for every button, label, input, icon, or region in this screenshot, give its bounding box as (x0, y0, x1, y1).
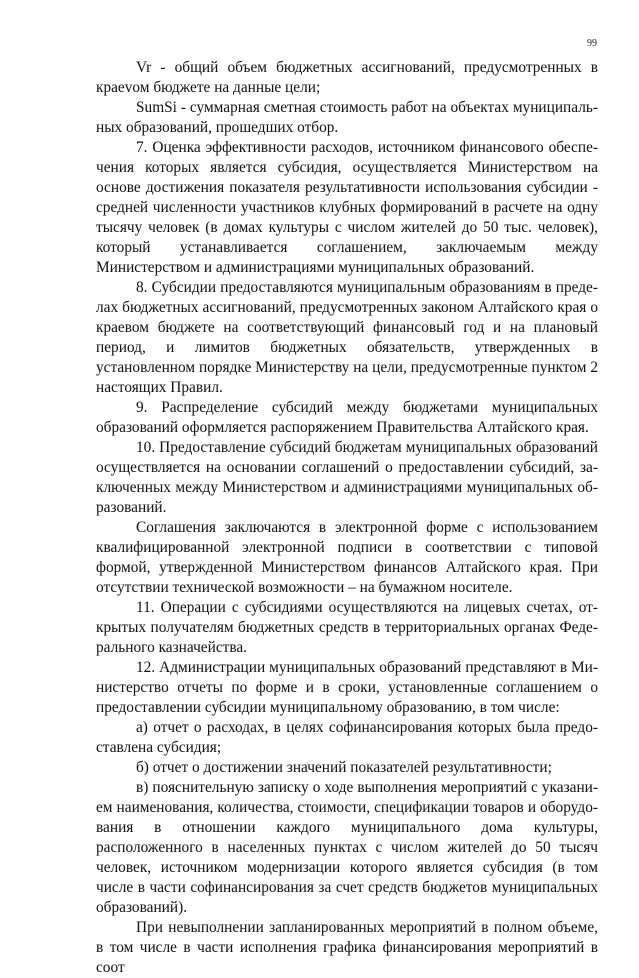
document-body (96, 58, 598, 978)
list-item-a: а) отчет о расходах, в целях софинансирования которых была предоставлена субсидия; (96, 719, 598, 756)
paragraph-10-agreements: 10. Предоставление субсидий бюджетам муниципальных образований осуществляется на основании соглашений о предоставлении субсидий, заключенных между Министерством и администрациями муниципальных образований. (96, 439, 598, 516)
page-number: 99 (587, 38, 597, 49)
paragraph-12-reports: 12. Администрации муниципальных образований представляют в Министерство отчеты по форме и в сроки, установленные соглашением о предоставлении субсидии муниципальному образованию, в том числе: (96, 659, 598, 716)
paragraph-electronic-form: Соглашения заключаются в электронной форме с использованием квалифицированной электронной подписи в соответствии с типовой формой, утвержденной Министерством финансов Алтайского края. При отсутствии технической возможности – на бумажном носителе. (96, 519, 598, 596)
paragraph-8-subsidies: 8. Субсидии предоставляются муниципальным образованиям в пределах бюджетных ассигнований, предусмотренных законом Алтайского края о краевом бюджете на соответствующий финансовый год и на плановый период, и лимитов бюджетных обязательств, утвержденных в установленном порядке Министерству на цели, предусмотренные пунктом 2 настоящих Правил. (96, 279, 598, 396)
paragraph-7-efficiency: 7. Оценка эффективности расходов, источником финансового обеспечения которых является субсидия, осуществляется Министерством на основе достижения показателя результативности использования субсидии - средней численности участников клубных формирований в расчете на одну тысячу человек (в домах культуры с числом жителей до 50 тыс. человек), который устанавливается соглашением, заключаемым между Министерством и администрациями муниципальных образований. (96, 139, 598, 276)
paragraph-9-distribution: 9. Распределение субсидий между бюджетами муниципальных образований оформляется распоряжением Правительства Алтайского края. (96, 399, 598, 436)
list-item-c: в) пояснительную записку о ходе выполнения мероприятий с указанием наименования, количества, стоимости, спецификации товаров и оборудования в отношении каждого муниципального дома культуры, расположенного в населенных пунктах с числом жителей до 50 тысяч человек, источником модернизации которого является субсидия (в том числе в части софинансирования за счет средств бюджетов муниципальных образований). (96, 779, 598, 916)
paragraph-sumsi-definition: SumSi - суммарная сметная стоимость работ на объектах муниципальных образований, прошедших отбор. (96, 99, 598, 136)
paragraph-vr-definition: Vr - общий объем бюджетных ассигнований, предусмотренных в краеvом бюджете на данные цели; (96, 59, 598, 96)
list-item-b: б) отчет о достижении значений показателей результативности; (136, 759, 552, 776)
paragraph-non-fulfillment: При невыполнении запланированных мероприятий в полном объеме, в том числе в части исполнения графика финансирования мероприятий в соот (96, 919, 598, 976)
paragraph-11-operations: 11. Операции с субсидиями осуществляются на лицевых счетах, открытых получателям бюджетных средств в территориальных органах Федерального казначейства. (96, 599, 598, 656)
